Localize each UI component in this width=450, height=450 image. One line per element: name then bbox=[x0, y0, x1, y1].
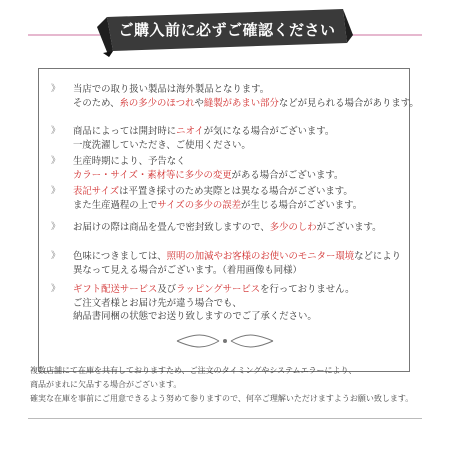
chevron-mark-icon: 》 bbox=[51, 156, 61, 166]
footer-line: 商品がまれに欠品する場合がございます。 bbox=[30, 380, 182, 389]
notice-line bbox=[73, 185, 408, 199]
plain-text: は平置き採寸のため実際とは異なる場合がございます。 bbox=[119, 186, 353, 197]
notice-line bbox=[73, 155, 408, 169]
banner-title: ご購入前に必ずご確認ください bbox=[118, 21, 336, 39]
plain-text: 異なって見える場合がございます。（着用画像も同様） bbox=[73, 264, 302, 276]
notice-text bbox=[73, 125, 408, 152]
plain-text: などにより bbox=[354, 251, 401, 262]
chevron-mark-icon: 》 bbox=[51, 186, 61, 196]
notice-line bbox=[73, 125, 408, 139]
plain-text: 生産時期により、予告なく bbox=[73, 156, 186, 167]
banner-right-line bbox=[352, 34, 422, 36]
chevron-mark-icon: 》 bbox=[51, 251, 61, 261]
notice-text bbox=[73, 283, 408, 324]
notice-line bbox=[73, 283, 408, 297]
highlight-text: ギフト配送サービス bbox=[73, 284, 158, 295]
plain-text: 一度洗濯していただき、ご使用ください。 bbox=[73, 139, 251, 151]
plain-text: 及び bbox=[157, 284, 177, 295]
notice-text bbox=[73, 155, 408, 182]
banner-left-line bbox=[28, 34, 100, 36]
plain-text: ご注文者様とお届け先が違う場合でも、 bbox=[73, 297, 242, 309]
plain-text: を行っておりません。 bbox=[260, 284, 355, 295]
plain-text: 当店での取り扱い製品は海外製品となります。 bbox=[73, 84, 270, 95]
highlight-text: 多少のしわ bbox=[269, 222, 317, 233]
notice-text bbox=[73, 221, 408, 235]
highlight-text: ラッピングサービス bbox=[176, 284, 261, 295]
plain-text: などが見られる場合があります。 bbox=[278, 97, 419, 109]
plain-text: 色味につきましては、 bbox=[73, 251, 167, 262]
notice-text bbox=[73, 185, 408, 212]
notice-line bbox=[73, 139, 408, 153]
highlight-text: 照明の加減やお客様のお使いのモニター環境 bbox=[166, 251, 355, 262]
highlight-text: ニオイ bbox=[176, 126, 204, 137]
plain-text: お届けの際は商品を畳んで密封致しますので、 bbox=[73, 222, 270, 233]
plain-text: が生じる場合がございます。 bbox=[241, 199, 363, 211]
notice-line bbox=[73, 264, 408, 278]
plain-text: がある場合がございます。 bbox=[231, 169, 344, 181]
notice-line bbox=[73, 250, 408, 264]
footer-line: 確実な在庫を事前にご用意できるよう努めて参りますので、何卒ご理解いただけますようお願い致します。 bbox=[30, 394, 414, 403]
highlight-text: カラー・サイズ・素材等に多少の変更 bbox=[73, 169, 232, 181]
plain-text: そのため、 bbox=[73, 97, 120, 109]
highlight-text: サイズの多少の誤差 bbox=[157, 199, 242, 211]
notice-text bbox=[73, 83, 419, 110]
bottom-divider bbox=[28, 418, 422, 419]
notice-line bbox=[73, 310, 408, 324]
plain-text: 商品によっては開封時に bbox=[73, 126, 177, 137]
chevron-mark-icon: 》 bbox=[51, 284, 61, 294]
highlight-text: 糸の多少のほつれ bbox=[119, 97, 195, 109]
notice-line bbox=[73, 221, 408, 235]
notice-line bbox=[73, 97, 419, 111]
highlight-text: 表記サイズ bbox=[73, 186, 120, 197]
notice-text bbox=[73, 250, 408, 277]
plain-text: 納品書同梱の状態でお送り致しますのでご了承ください。 bbox=[73, 311, 317, 323]
plain-text: がございます。 bbox=[316, 222, 382, 233]
chevron-mark-icon: 》 bbox=[51, 222, 61, 232]
divider-ornament bbox=[175, 331, 275, 351]
highlight-text: 縫製があまい部分 bbox=[203, 97, 279, 109]
notice-line bbox=[73, 83, 408, 97]
notice-line bbox=[73, 169, 408, 183]
notice-line bbox=[73, 297, 408, 311]
footer-line: 複数店舗にて在庫を共有しておりますため、ご注文のタイミングやシステムエラーにより、 bbox=[30, 366, 357, 375]
notice-panel bbox=[38, 68, 419, 372]
chevron-mark-icon: 》 bbox=[51, 126, 61, 136]
notice-line bbox=[73, 199, 408, 213]
plain-text: また生産過程の上で bbox=[73, 199, 158, 211]
footer-notes bbox=[30, 364, 430, 406]
title-banner bbox=[95, 5, 355, 63]
plain-text: が気になる場合がございます。 bbox=[203, 126, 335, 137]
chevron-mark-icon: 》 bbox=[51, 84, 61, 94]
plain-text: や bbox=[194, 97, 204, 109]
